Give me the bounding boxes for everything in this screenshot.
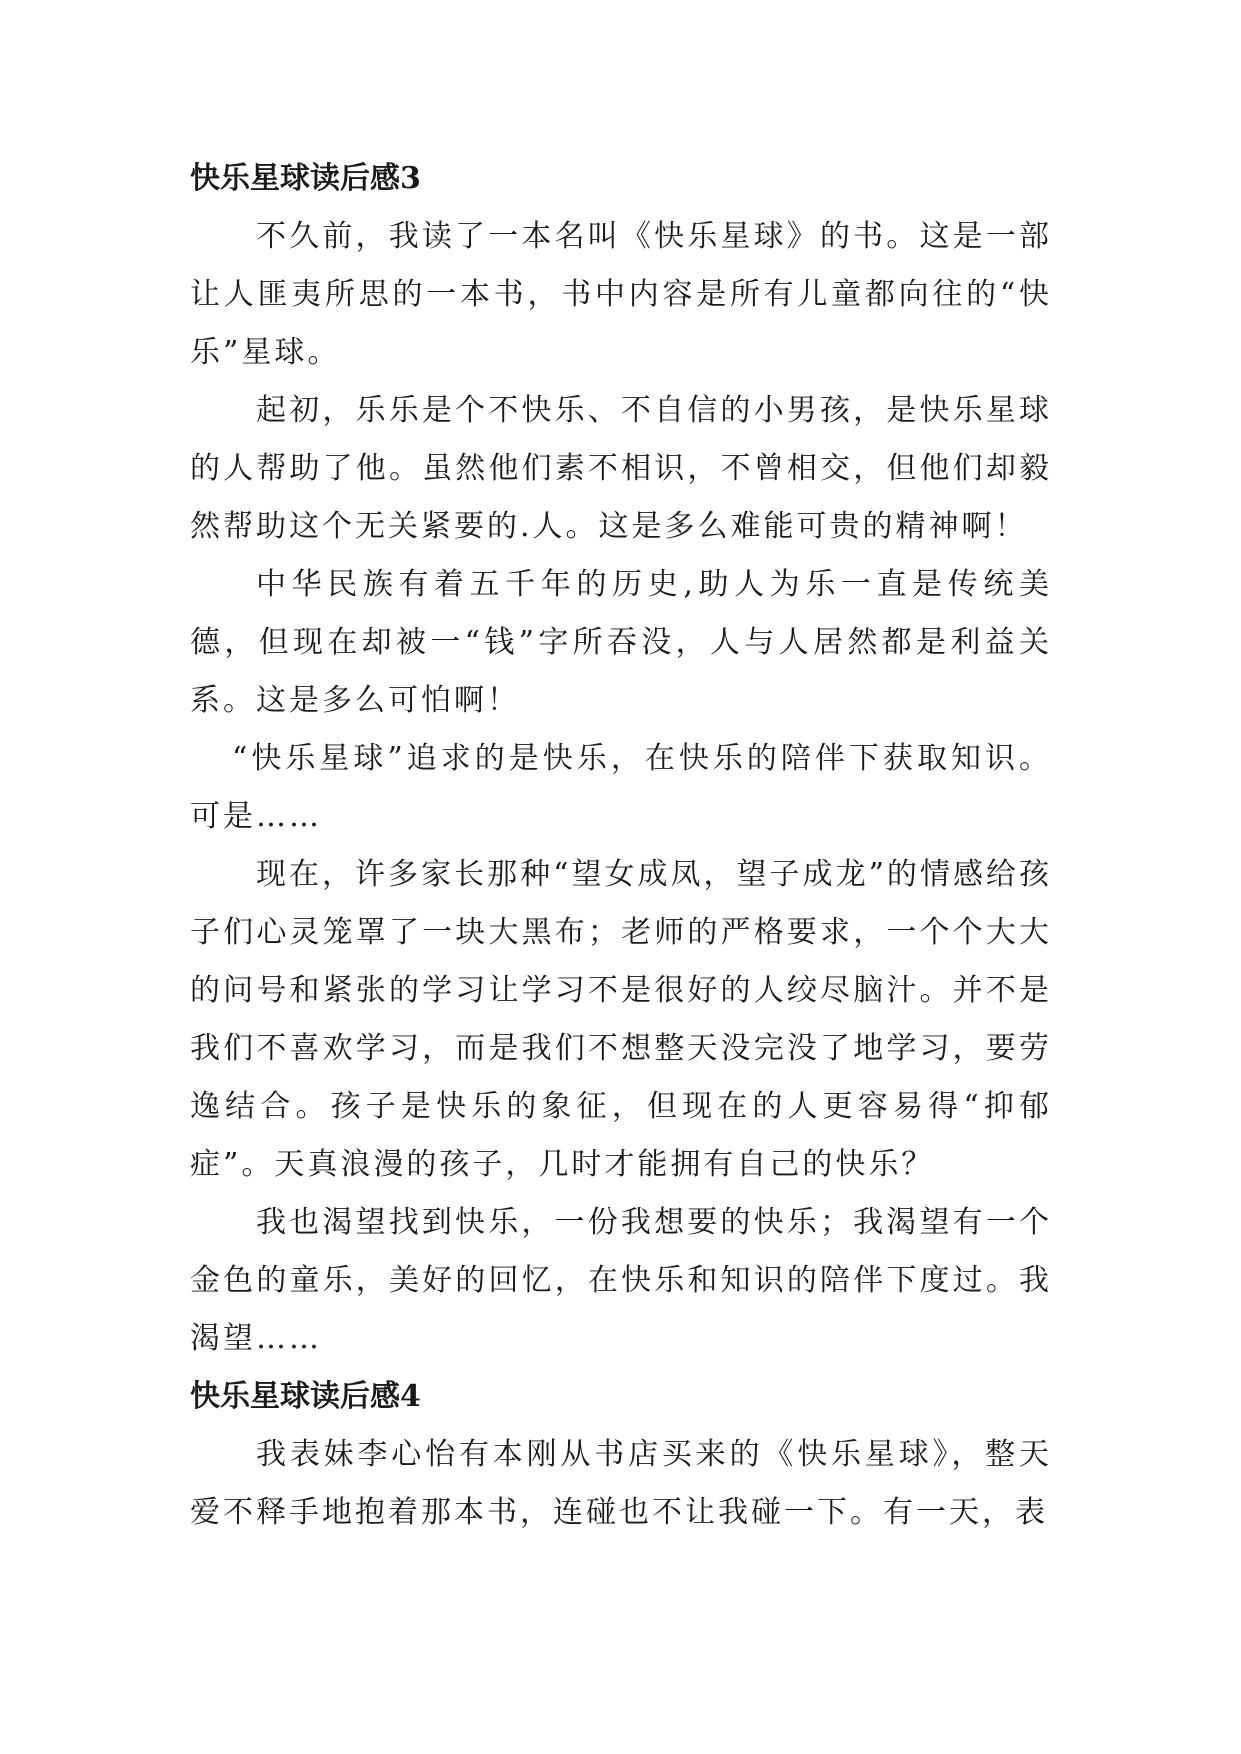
paragraph: “快乐星球”追求的是快乐，在快乐的陪伴下获取知识。可是…… (190, 741, 1052, 834)
paragraph: 我也渴望找到快乐，一份我想要的快乐；我渴望有一个金色的童乐，美好的回忆，在快乐和知识的陪伴下度过。我渴望…… (190, 1205, 1052, 1356)
paragraph: 现在，许多家长那种“望女成凤，望子成龙”的情感给孩子们心灵笼罩了一块大黑布；老师的严格要求，一个个大大的问号和紧张的学习让学习不是很好的人绞尽脑汁。并不是我们不喜欢学习，而是我们不想整天没完没了地学习，要劳逸结合。孩子是快乐的象征，但现在的人更容易得“抑郁症”。天真浪漫的孩子，几时才能拥有自己的快乐？ (190, 857, 1052, 1182)
paragraph: 不久前，我读了一本名叫《快乐星球》的书。这是一部让人匪夷所思的一本书，书中内容是所有儿童都向往的“快乐”星球。 (190, 219, 1052, 370)
document-page (190, 150, 1052, 1542)
paragraph: 起初，乐乐是个不快乐、不自信的小男孩，是快乐星球的人帮助了他。虽然他们素不相识，不曾相交，但他们却毅然帮助这个无关紧要的.人。这是多么难能可贵的精神啊！ (190, 393, 1052, 544)
paragraph: 我表妹李心怡有本刚从书店买来的《快乐星球》，整天爱不释手地抱着那本书，连碰也不让我碰一下。有一天，表 (190, 1437, 1052, 1530)
paragraph: 中华民族有着五千年的历史,助人为乐一直是传统美德，但现在却被一“钱”字所吞没，人与人居然都是利益关系。这是多么可怕啊！ (190, 567, 1052, 718)
section-heading: 快乐星球读后感3 (190, 161, 421, 196)
section-heading: 快乐星球读后感4 (190, 1379, 421, 1414)
